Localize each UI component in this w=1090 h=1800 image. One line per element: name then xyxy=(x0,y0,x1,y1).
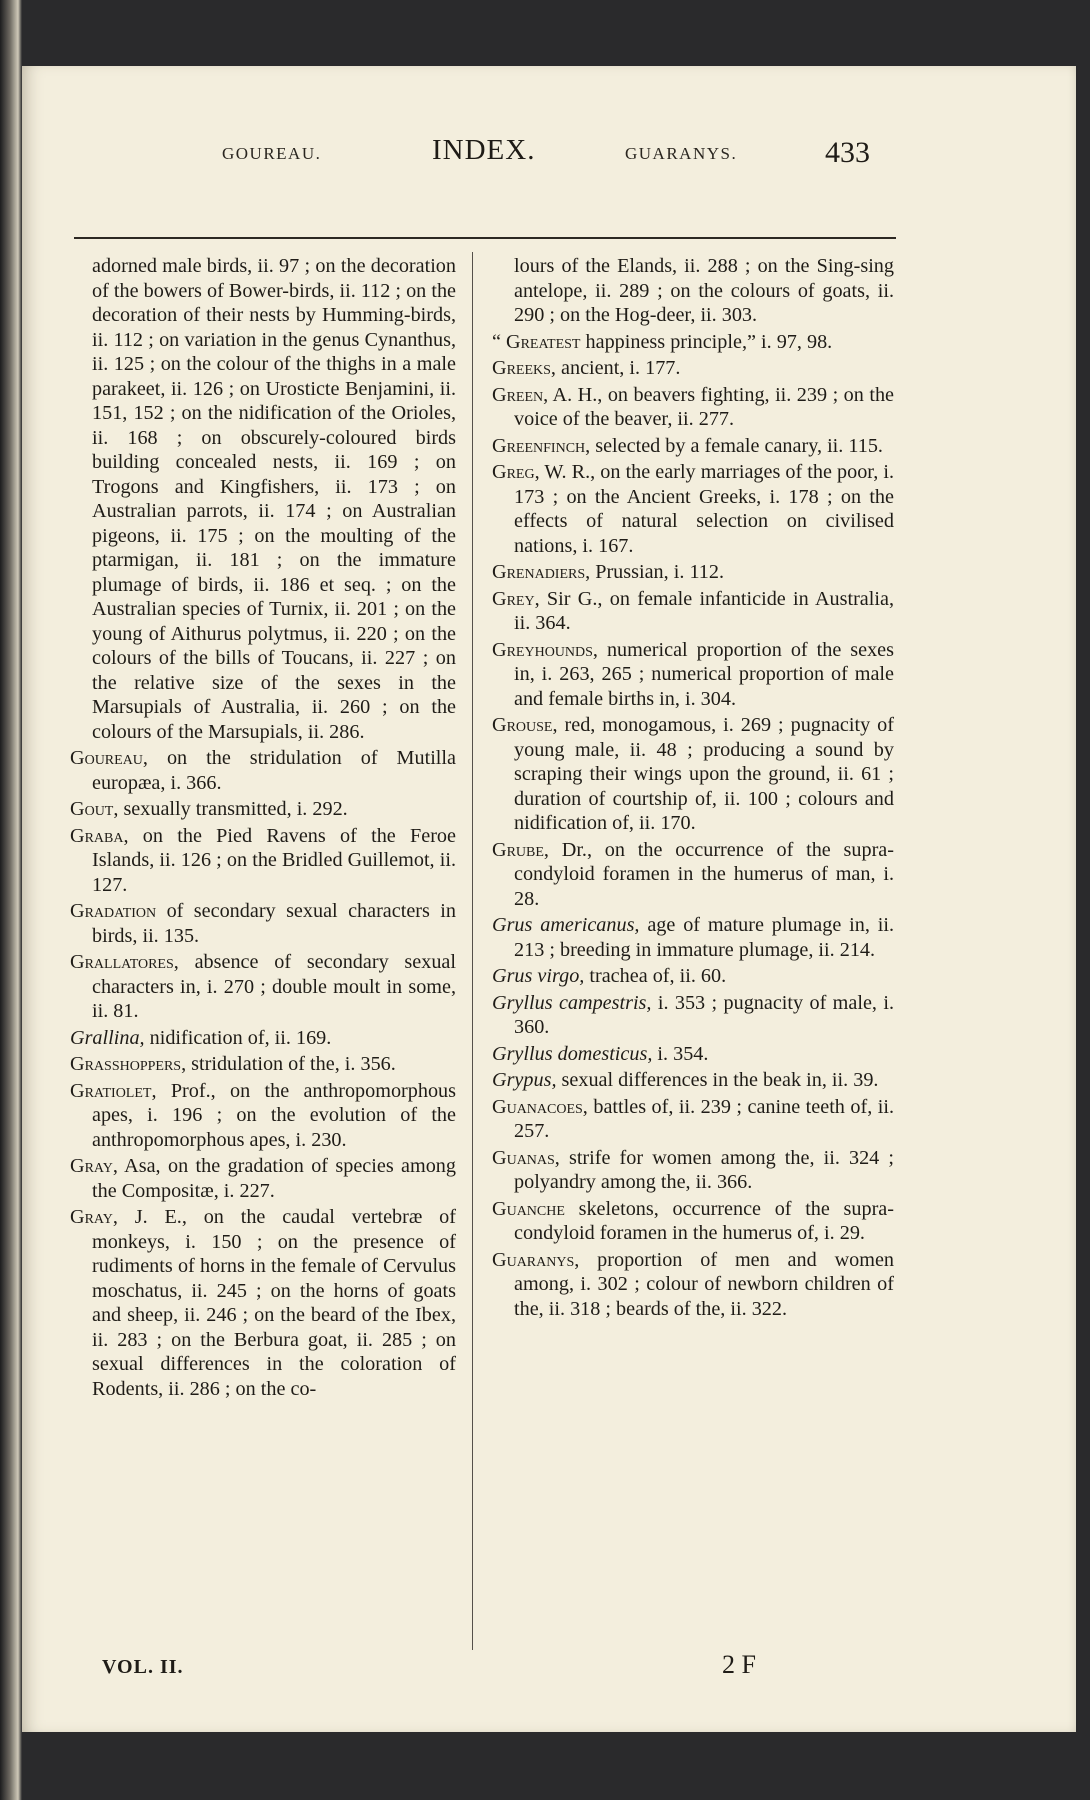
index-entry-text: Asa, on the gradation of species among the Compositæ, i. 227. xyxy=(92,1155,456,1202)
header-right-word: GUARANYS. xyxy=(625,144,738,163)
index-headword: “ Greatest xyxy=(492,330,581,353)
index-headword: Gout, xyxy=(70,798,119,820)
index-entry xyxy=(492,838,894,912)
index-entry-text: W. R., on the early marriages of the poor, i. 173 ; on the Ancient Greeks, i. 178 ; on the effects of natural selection on civilised nations, i. 167. xyxy=(514,461,894,557)
index-headword: Green, xyxy=(492,383,549,406)
index-entry-text: J. E., on the caudal vertebræ of monkeys, i. 150 ; on the presence of rudiments of horns in the female of Cervulus moschatus, ii. 245 ; on the horns of goats and sheep, ii. 246 ; on the beard of the Ibex, ii. 283 ; on the Berbura goat, ii. 285 ; on sexual differences in the coloration of Rodents, ii. 286 ; on the co- xyxy=(92,1206,456,1400)
index-headword: Greyhounds, xyxy=(492,638,598,661)
index-entry-text: i. 354. xyxy=(652,1042,709,1065)
index-entry xyxy=(492,991,894,1040)
index-headword: Grenadiers, xyxy=(492,561,591,583)
footer-volume: VOL. II. xyxy=(102,1656,184,1678)
index-headword: Gratiolet, xyxy=(70,1079,157,1102)
running-header xyxy=(22,66,1076,176)
index-entry-text: battles of, ii. 239 ; canine teeth of, ii. 257. xyxy=(514,1095,894,1142)
index-entry-text: proportion of men and women among, i. 302 ; colour of newborn children of the, ii. 318 ; beards of the, ii. 322. xyxy=(514,1248,894,1320)
index-entry-text: strife for women among the, ii. 324 ; polyandry among the, ii. 366. xyxy=(514,1146,894,1193)
index-headword: Graba, xyxy=(70,824,129,847)
index-entry xyxy=(492,560,894,585)
index-entry xyxy=(492,460,894,558)
index-entry xyxy=(492,713,894,836)
index-headword: Gray, xyxy=(70,1206,118,1228)
index-entry-text: Prussian, i. 112. xyxy=(590,561,725,583)
index-headword: Greeks, xyxy=(492,357,556,379)
index-entry xyxy=(70,746,456,795)
index-entry xyxy=(70,1052,456,1077)
index-headword: Guanche xyxy=(492,1197,565,1220)
index-entry xyxy=(492,383,894,432)
index-entry xyxy=(492,587,894,636)
index-entry-text: stridulation of the, i. 356. xyxy=(186,1053,396,1075)
index-headword: Guaranys, xyxy=(492,1248,580,1271)
right-column xyxy=(492,254,894,1323)
index-entry xyxy=(70,1026,456,1051)
index-headword: Greenfinch, xyxy=(492,434,591,457)
index-headword-italic: Gryllus campestris, xyxy=(492,991,652,1014)
index-entry xyxy=(492,1042,894,1067)
index-headword-italic: Gryllus domesticus, xyxy=(492,1042,653,1065)
footer-signature: 2 F xyxy=(722,1650,756,1679)
index-headword: Grube, xyxy=(492,838,549,861)
index-headword-italic: Grypus, xyxy=(492,1069,557,1091)
index-entry xyxy=(492,1146,894,1195)
index-entry xyxy=(492,330,894,355)
index-entry-text: happiness principle,” i. 97, 98. xyxy=(580,330,833,353)
index-entry xyxy=(70,797,456,822)
index-entry-text: Dr., on the occurrence of the supra-condyloid foramen in the humerus of man, i. 28. xyxy=(514,838,894,910)
index-entry-text: red, monogamous, i. 269 ; pugnacity of young male, ii. 48 ; producing a sound by scraping their wings upon the ground, ii. 61 ; duration of courtship of, ii. 100 ; colours and nidification of, ii. 170. xyxy=(514,714,894,834)
index-entry-text: Prof., on the anthropomorphous apes, i. 196 ; on the evolution of the anthropomorphous apes, i. 230. xyxy=(92,1079,456,1151)
index-entry xyxy=(492,1248,894,1322)
index-entry-text: trachea of, ii. 60. xyxy=(584,965,727,987)
index-headword-italic: Grus americanus, xyxy=(492,914,640,936)
index-entry-text: age of mature plumage in, ii. 213 ; breeding in immature plumage, ii. 214. xyxy=(514,914,894,961)
index-entry-text: nidification of, ii. 169. xyxy=(144,1026,332,1049)
index-entry xyxy=(70,824,456,898)
index-entry-text: absence of secondary sexual characters in, i. 270 ; double moult in some, ii. 81. xyxy=(92,951,456,1022)
index-entry-text: i. 353 ; pugnacity of male, i. 360. xyxy=(514,991,894,1038)
left-column xyxy=(70,254,456,1403)
index-entry-text: sexual differences in the beak in, ii. 39. xyxy=(556,1069,879,1091)
index-entry xyxy=(492,913,894,962)
index-headword: Greg, xyxy=(492,461,540,483)
index-entry-text: lours of the Elands, ii. 288 ; on the Sing-sing antelope, ii. 289 ; on the colours of goats, ii. 290 ; on the Hog-deer, ii. 303. xyxy=(514,255,894,326)
index-entry xyxy=(492,434,894,459)
index-entry xyxy=(492,638,894,712)
index-entry xyxy=(70,899,456,948)
index-headword: Grasshoppers, xyxy=(70,1053,187,1075)
index-entry-text: sexually transmitted, i. 292. xyxy=(118,798,348,820)
index-entry xyxy=(492,1197,894,1246)
index-entry-text: on the Pied Ravens of the Feroe Islands, ii. 126 ; on the Bridled Guillemot, ii. 127. xyxy=(92,824,456,896)
index-entry-text: of secondary sexual characters in birds, ii. 135. xyxy=(92,900,456,947)
index-entry-text: skeletons, occurrence of the supra-condyloid foramen in the humerus of, i. 29. xyxy=(514,1197,894,1244)
index-entry xyxy=(492,1068,894,1093)
index-entry-text: ancient, i. 177. xyxy=(555,357,681,379)
column-divider xyxy=(472,252,473,1650)
index-headword: Grallatores, xyxy=(70,951,179,973)
index-headword-italic: Grallina, xyxy=(70,1026,145,1049)
index-entry xyxy=(492,356,894,381)
index-entry-text: on the stridulation of Mutilla europæa, i. 366. xyxy=(92,747,456,794)
index-entry-text: numerical proportion of the sexes in, i. 263, 265 ; numerical proportion of male and female births in, i. 304. xyxy=(514,638,894,710)
index-headword: Goureau, xyxy=(70,747,148,769)
index-headword-italic: Grus virgo, xyxy=(492,965,585,987)
index-entry-text: selected by a female canary, ii. 115. xyxy=(590,434,883,457)
index-entry-text: Sir G., on female infanticide in Australia, ii. 364. xyxy=(514,587,894,634)
index-headword: Gray, xyxy=(70,1155,118,1177)
index-headword: Grey, xyxy=(492,587,540,610)
index-entry xyxy=(492,1095,894,1144)
previous-page-edge xyxy=(0,0,22,1800)
index-entry-text: adorned male birds, ii. 97 ; on the decoration of the bowers of Bower-birds, ii. 112 ; on the decoration of their nests by Humming-birds, ii. 112 ; on variation in the genus Cynanthus, ii. 125 ; on the colour of the thighs in a male parakeet, ii. 126 ; on Urosticte Benjamini, ii. 151, 152 ; on the nidification of the Orioles, ii. 168 ; on obscurely-coloured birds building concealed nests, ii. 169 ; on Trogons and Kingfishers, ii. 173 ; on Australian parrots, ii. 174 ; on Australian pigeons, ii. 175 ; on the moulting of the ptarmigan, ii. 181 ; on the immature plumage of birds, ii. 186 et seq. ; on the Australian species of Turnix, ii. 201 ; on the young of Aithurus polytmus, ii. 220 ; on the colours of the bills of Toucans, ii. 227 ; on the relative size of the sexes in the Marsupials of Australia, ii. 260 ; on the colours of the Marsupials, ii. 286. xyxy=(92,255,456,743)
index-entry xyxy=(492,254,894,328)
book-page xyxy=(22,66,1076,1732)
index-entry xyxy=(70,950,456,1024)
index-headword: Guanacoes, xyxy=(492,1095,588,1118)
index-entry xyxy=(492,964,894,989)
header-rule xyxy=(74,237,896,239)
index-entry xyxy=(70,1154,456,1203)
page-number: 433 xyxy=(825,136,870,169)
index-entry-text: A. H., on beavers fighting, ii. 239 ; on the voice of the beaver, ii. 277. xyxy=(514,383,894,430)
header-left-word: GOUREAU. xyxy=(222,144,322,163)
index-headword: Guanas, xyxy=(492,1146,560,1169)
index-entry xyxy=(70,1079,456,1153)
index-entry xyxy=(70,1205,456,1401)
index-headword: Gradation xyxy=(70,900,157,922)
index-headword: Grouse, xyxy=(492,714,558,736)
index-entry xyxy=(70,254,456,744)
header-title: INDEX. xyxy=(432,134,536,166)
